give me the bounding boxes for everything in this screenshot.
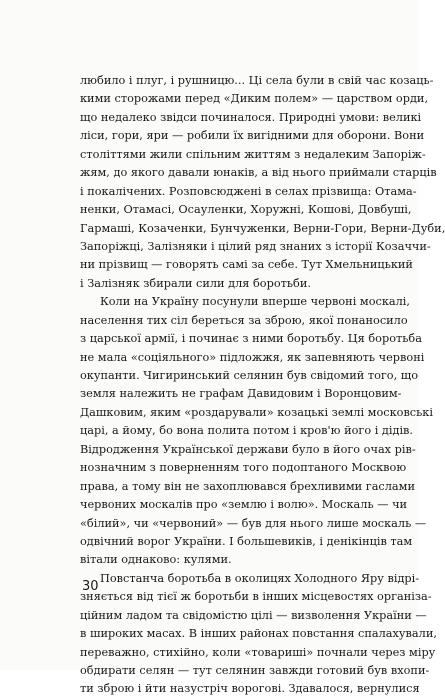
text-line: окупанти. Чигиринський селянин був свідомий того, що — [80, 369, 419, 382]
text-line: в широких масах. В інших районах повстання спалахували, — [80, 627, 437, 641]
text-line: любило і плуг, і рушницю... Ці села були в свій час козаць- — [80, 74, 434, 87]
paragraph — [80, 293, 433, 570]
text-line: одвічний ворог України. І большевиків, і денікінців там — [80, 534, 413, 548]
paragraph — [80, 72, 445, 293]
text-line: ненки, Отамасі, Осауленки, Хоружні, Кошові, Довбуші, — [80, 203, 412, 217]
text-line: кими сторожами перед «Диким полем» — царством орди, — [80, 92, 429, 106]
paragraph — [80, 570, 437, 699]
text-line: ни прізвищ — говорять самі за себе. Тут Хмельницький — [80, 258, 413, 272]
text-line: «білий», чи «червоний» — був для нього лише москаль — — [80, 516, 427, 530]
text-line: зняється від тієї ж боротьби в інших місцевостях організа- — [80, 590, 432, 604]
text-line: Коли на Україну посунули вперше червоні москалі, — [100, 295, 411, 309]
text-line: земля належить не графам Давидовим і Воронцовим- — [80, 387, 402, 401]
text-line: ліси, гори, яри — робили їх вигідними для оборони. Вони — [80, 129, 425, 143]
text-line: Дашковим, яким «роздарували» козацькі землі московські — [80, 405, 433, 419]
text-line: нозначним з поверненням того подоптаного Москвою — [80, 461, 407, 475]
text-line: вітали однаково: кулями. — [80, 553, 232, 567]
text-line: жям, до якого давали юнаків, а від нього приймали старців — [80, 166, 437, 180]
text-line: червоних москалів про «землю і волю». Москаль — чи — [80, 498, 408, 512]
text-line: Повстанча боротьба в околицях Холодного Яру відрі- — [100, 571, 420, 585]
text-line: і Залізняк збирали сили для боротьби. — [80, 276, 311, 290]
body-text — [80, 72, 445, 699]
page-number: 30 — [82, 579, 99, 594]
text-line: царі, а йому, бо вона полита потом і кров'ю його і дідів. — [80, 424, 414, 438]
text-line: ційним ладом та свідомістю цілі — визволення України — — [80, 608, 427, 622]
text-line: населення тих сіл береться за зброю, якої понаносило — [80, 313, 408, 327]
text-line: що недалеко звідси починалося. Природні умови: великі — [80, 110, 422, 124]
text-line: обдирати селян — тут селянин завжди готовий був вхопи- — [80, 664, 430, 677]
text-line: не мала «соціяльного» підложжя, як запевняють червоні — [80, 350, 425, 364]
text-line: і покалічених. Розповсюджені в селах прізвища: Отама- — [80, 184, 417, 198]
text-line: права, а тому він не захоплювався брехливими гаслами — [80, 479, 415, 493]
text-line: Відродження Української держави було в його очах рів- — [80, 442, 416, 456]
text-line: ти зброю і йти назустріч ворогові. Здавалося, вернулися — [80, 682, 420, 696]
text-line: з царської армії, і починає з ними боротьбу. Ця боротьба — [80, 332, 422, 346]
text-line: переважно, стихійно, коли «товариші» почнали через міру — [80, 645, 436, 659]
text-line: Запоріжці, Залізняки і цілий ряд знаних з історії Козаччи- — [80, 239, 431, 253]
text-line: століттями жили спільним життям з недалеким Запоріж- — [80, 147, 426, 161]
text-line: Гармаші, Козаченки, Бунчуженки, Верни-Гори, Верни-Дуби, — [80, 221, 445, 235]
